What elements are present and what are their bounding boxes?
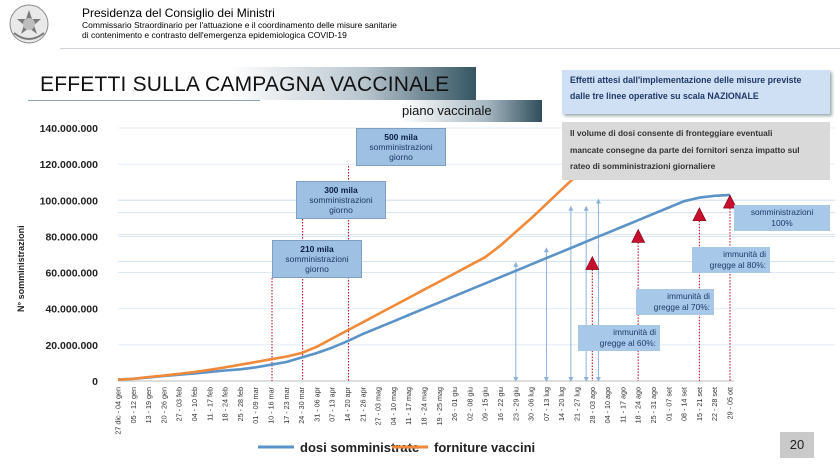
y-axis-label: N° somministrazioni [16,225,26,312]
herd-box-100 [734,205,830,231]
phase-line: giorno [329,205,353,215]
x-tick-label: 19 - 25 mag [434,387,444,426]
phase-line: giorno [389,152,413,162]
herd-line: immunità di [613,327,656,337]
x-tick-label: 23 - 29 giu [511,387,521,421]
y-tick-label: 0 [92,376,98,388]
y-tick-label: 60.000.000 [45,267,98,280]
phase-box-210 [272,240,362,278]
volume-box [562,122,830,180]
arrow-head [544,247,549,252]
x-tick-label: 17 - 23 mar [281,387,291,424]
x-tick-label: 04 - 10 feb [190,387,199,422]
effects-line: dalle tre linee operative su scala NAZIONALE [570,91,759,101]
x-tick-label: 27 - 03 feb [174,387,184,422]
herd-box-80 [692,247,770,273]
herd-marker-triangle [586,257,599,270]
x-tick-label: 08 - 14 set [679,387,689,421]
x-tick-label: 25 - 31 ago [649,387,658,424]
x-tick-label: 13 - 19 gen [144,387,154,424]
volume-line: mancate consegne da parte dei fornitori senza impatto sul [570,144,800,155]
x-tick-label: 09 - 15 giu [480,387,490,421]
volume-line: rateo di somministrazioni giornaliere [570,161,716,171]
effects-box [562,70,830,114]
x-tick-label: 01 - 07 set [664,387,674,421]
x-tick-label: 22 - 28 set [710,387,720,421]
x-tick-label: 25 - 28 feb [235,387,245,422]
phase-line: giorno [305,264,329,274]
header-title: Presidenza del Consiglio dei Ministri [82,6,275,20]
herd-line: gregge al 60%: [599,338,656,348]
x-tick-label: 14 - 20 lug [557,387,567,421]
x-tick-label: 07 - 13 apr [327,387,337,422]
x-tick-label: 20 - 26 gen [159,387,169,424]
herd-line: 100% [771,218,793,228]
page-number: 20 [780,432,814,458]
phase-value: 300 mila [324,185,358,195]
x-tick-label: 10 - 16 mar [266,387,276,424]
y-tick-label: 140.000.000 [39,123,98,135]
x-tick-label: 21 - 26 apr [358,387,368,422]
x-tick-label: 02 - 08 giu [465,387,475,421]
volume-line: Il volume di dosi consente di fronteggiare eventuali [570,128,773,138]
x-tick-label: 05 - 12 gen [128,387,138,424]
x-tick-label: 07 - 13 lug [541,387,551,421]
y-tick-label: 20.000.000 [45,339,98,352]
slide-title: EFFETTI SULLA CAMPAGNA VACCINALE [40,73,450,96]
herd-line: gregge al 70%: [653,302,710,312]
x-tick-label: 18 - 24 ago [633,387,643,424]
y-tick-label: 80.000.000 [45,231,98,244]
x-tick-label: 16 - 22 giu [496,387,505,421]
x-tick-label: 28 - 03 ago [587,387,597,424]
x-tick-label: 21 - 27 lug [572,387,582,421]
x-tick-label: 27 - 03 mag [373,387,383,426]
legend-label-forniture: forniture vaccini [434,440,536,455]
x-tick-label: 04 - 10 mag [388,387,398,426]
x-tick-label: 11 - 17 feb [205,387,215,421]
phase-box-500 [356,128,446,166]
x-tick-label: 18 - 24 feb [220,387,230,422]
herd-marker-triangle [693,208,706,221]
x-tick-label: 14 - 20 apr [343,387,352,422]
phase-value: 210 mila [300,244,334,254]
x-tick-label: 11 - 17 ago [618,387,628,423]
phase-value: 500 mila [384,132,418,142]
arrow-head [596,198,601,203]
x-tick-label: 27 dic - 04 gen [113,387,123,435]
arrow-head [584,206,589,211]
x-tick-label: 04 - 10 ago [603,387,613,424]
phase-line: somministrazioni [309,195,373,205]
x-tick-label: 29 - 05 ott [725,387,735,420]
phase-box-300 [296,181,386,219]
arrow-head [513,262,518,267]
effects-line: Effetti attesi dall'implementazione delle misure previste [570,75,802,85]
x-tick-label: 31 - 06 apr [312,387,322,422]
x-tick-label: 01 - 09 mar [251,387,261,424]
herd-line: immunità di [723,249,766,259]
phase-line: somministrazioni [369,142,433,152]
phase-line: somministrazioni [285,254,349,264]
herd-line: somministrazioni [750,207,814,217]
x-tick-label: 24 - 30 mar [297,387,307,424]
y-tick-label: 100.000.000 [39,195,98,208]
header-subtitle-line: di contenimento e contrasto dell'emergenza epidemiologica COVID-19 [82,30,347,40]
herd-marker-triangle [632,229,645,242]
x-tick-label: 30 - 06 lug [526,387,536,421]
header-subtitle-line: Commissario Straordinario per l'attuazione e il coordinamento delle misure sanitarie [82,20,397,30]
x-tick-label: 11 - 17 mag [404,387,414,425]
arrow-head [568,206,573,211]
herd-line: gregge al 80%: [709,260,766,270]
slide-subtitle: piano vaccinale [402,103,492,118]
x-tick-label: 15 - 21 set [694,387,704,421]
y-tick-label: 120.000.000 [39,159,98,172]
herd-box-70 [636,289,714,315]
x-tick-label: 26 - 01 giu [450,387,460,421]
herd-line: immunità di [667,291,710,301]
x-tick-label: 18 - 24 mag [419,387,429,426]
herd-box-60 [578,325,660,351]
legend-label-dosi: dosi somministrate [300,440,420,455]
y-tick-label: 40.000.000 [45,303,98,316]
